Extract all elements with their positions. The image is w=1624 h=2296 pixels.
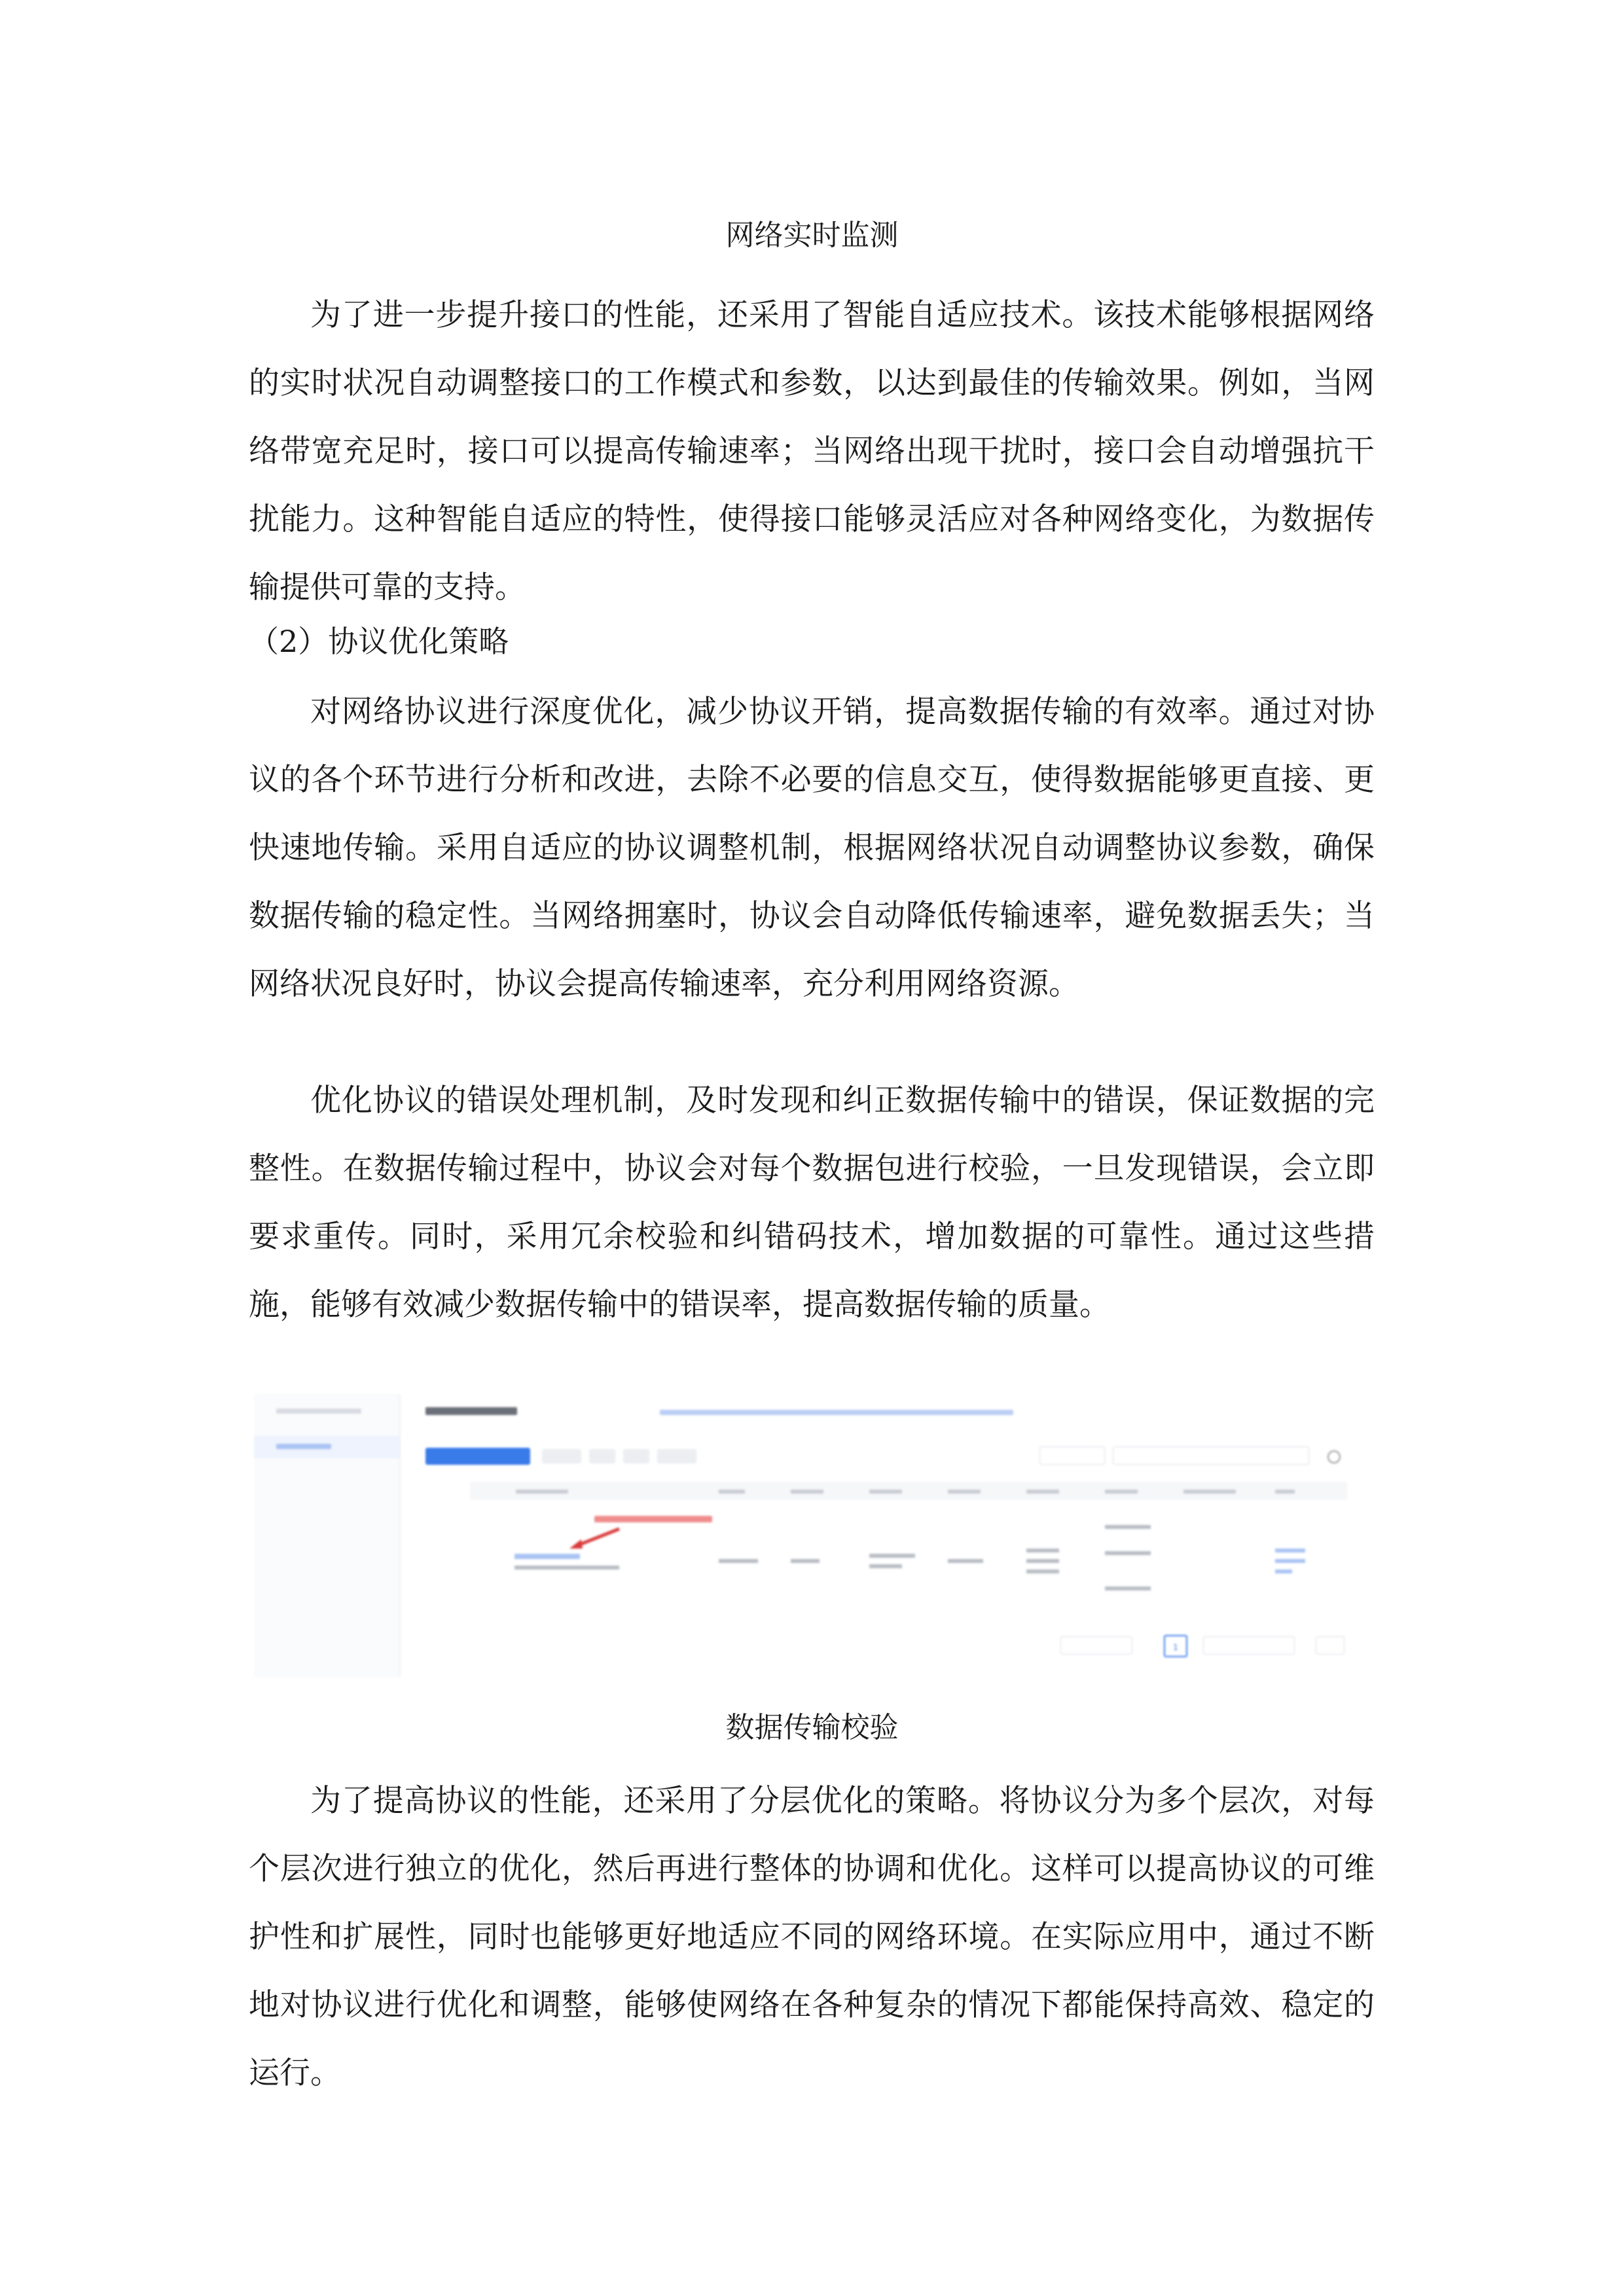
th-4 — [869, 1490, 902, 1494]
paragraph-1: 为了进一步提升接口的性能，还采用了智能自适应技术。该技术能够根据网络的实时状况自动调整接口的工作模式和参数，以达到最佳的传输效果。例如，当网络带宽充足时，接口可以提高传输速率；当网络出现干扰时，接口会自动增强抗干扰能力。这种智能自适应的特性，使得接口能够灵活应对各种网络变化，为数据传输提供可靠的支持。 — [249, 297, 1375, 605]
cell-6c-placeholder — [1026, 1570, 1059, 1573]
cell-4a-placeholder — [869, 1554, 915, 1558]
screenshot-primary-button — [425, 1448, 530, 1465]
screenshot-button-2 — [542, 1449, 581, 1463]
th-6 — [1026, 1490, 1059, 1494]
cell-6a-placeholder — [1026, 1549, 1059, 1552]
cell-7b-placeholder — [1105, 1551, 1151, 1555]
screenshot-sidebar — [254, 1394, 401, 1677]
cell-action-b — [1275, 1559, 1305, 1563]
th-1 — [516, 1490, 568, 1494]
cell-sub-placeholder — [514, 1566, 619, 1570]
th-8 — [1183, 1490, 1236, 1494]
screenshot-search — [1113, 1446, 1309, 1465]
th-2 — [719, 1490, 745, 1494]
screenshot-search-icon — [1327, 1450, 1341, 1463]
screenshot-notice-placeholder — [660, 1410, 1013, 1415]
figure-caption-top: 网络实时监测 — [725, 219, 899, 252]
th-7 — [1105, 1490, 1138, 1494]
cell-7a-placeholder — [1105, 1525, 1151, 1529]
cell-action-c — [1275, 1570, 1292, 1573]
sidebar-item-placeholder — [276, 1408, 361, 1414]
cell-6b-placeholder — [1026, 1559, 1059, 1563]
embedded-screenshot — [254, 1394, 1368, 1677]
section-heading: （2）协议优化策略 — [249, 624, 509, 659]
cell-7c-placeholder — [1105, 1587, 1151, 1590]
paragraph-4: 为了提高协议的性能，还采用了分层优化的策略。将协议分为多个层次，对每个层次进行独立的优化，然后再进行整体的协调和优化。这样可以提高协议的可维护性和扩展性，同时也能够更好地适应不同的网络环境。在实际应用中，通过不断地对协议进行优化和调整，能够使网络在各种复杂的情况下都能保持高效、稳定的运行。 — [249, 1783, 1375, 2091]
screenshot-goto — [1203, 1636, 1295, 1655]
th-9 — [1275, 1490, 1295, 1494]
screenshot-title-placeholder — [425, 1407, 517, 1415]
cell-2-placeholder — [719, 1559, 758, 1563]
annotation-arrow-icon — [567, 1525, 626, 1551]
cell-action-a — [1275, 1549, 1305, 1552]
screenshot-button-5 — [657, 1449, 696, 1463]
screenshot-goto-button — [1316, 1636, 1344, 1655]
cell-4b-placeholder — [869, 1564, 902, 1568]
screenshot-button-3 — [589, 1449, 615, 1463]
paragraph-2: 对网络协议进行深度优化，减少协议开销，提高数据传输的有效率。通过对协议的各个环节进行分析和改进，去除不必要的信息交互，使得数据能够更直接、更快速地传输。采用自适应的协议调整机制，根据网络状况自动调整协议参数，确保数据传输的稳定性。当网络拥塞时，协议会自动降低传输速率，避免数据丢失；当网络状况良好时，协议会提高传输速率，充分利用网络资源。 — [249, 694, 1375, 1002]
figure-caption: 数据传输校验 — [725, 1711, 899, 1744]
screenshot-annotation-placeholder — [594, 1516, 712, 1522]
screenshot-button-4 — [623, 1449, 649, 1463]
paragraph-3: 优化协议的错误处理机制，及时发现和纠正数据传输中的错误，保证数据的完整性。在数据传输过程中，协议会对每个数据包进行校验，一旦发现错误，会立即要求重传。同时，采用冗余校验和纠错码技术，增加数据的可靠性。通过这些措施，能够有效减少数据传输中的错误率，提高数据传输的质量。 — [249, 1083, 1375, 1323]
cell-5-placeholder — [948, 1559, 983, 1563]
cell-link-placeholder — [514, 1554, 580, 1559]
th-3 — [791, 1490, 823, 1494]
screenshot-page-size — [1060, 1636, 1132, 1655]
sidebar-item-active-placeholder — [276, 1444, 331, 1449]
screenshot-page-number: 1 — [1164, 1635, 1187, 1657]
cell-3-placeholder — [791, 1559, 820, 1563]
th-5 — [948, 1490, 981, 1494]
screenshot-select-1 — [1039, 1446, 1105, 1465]
